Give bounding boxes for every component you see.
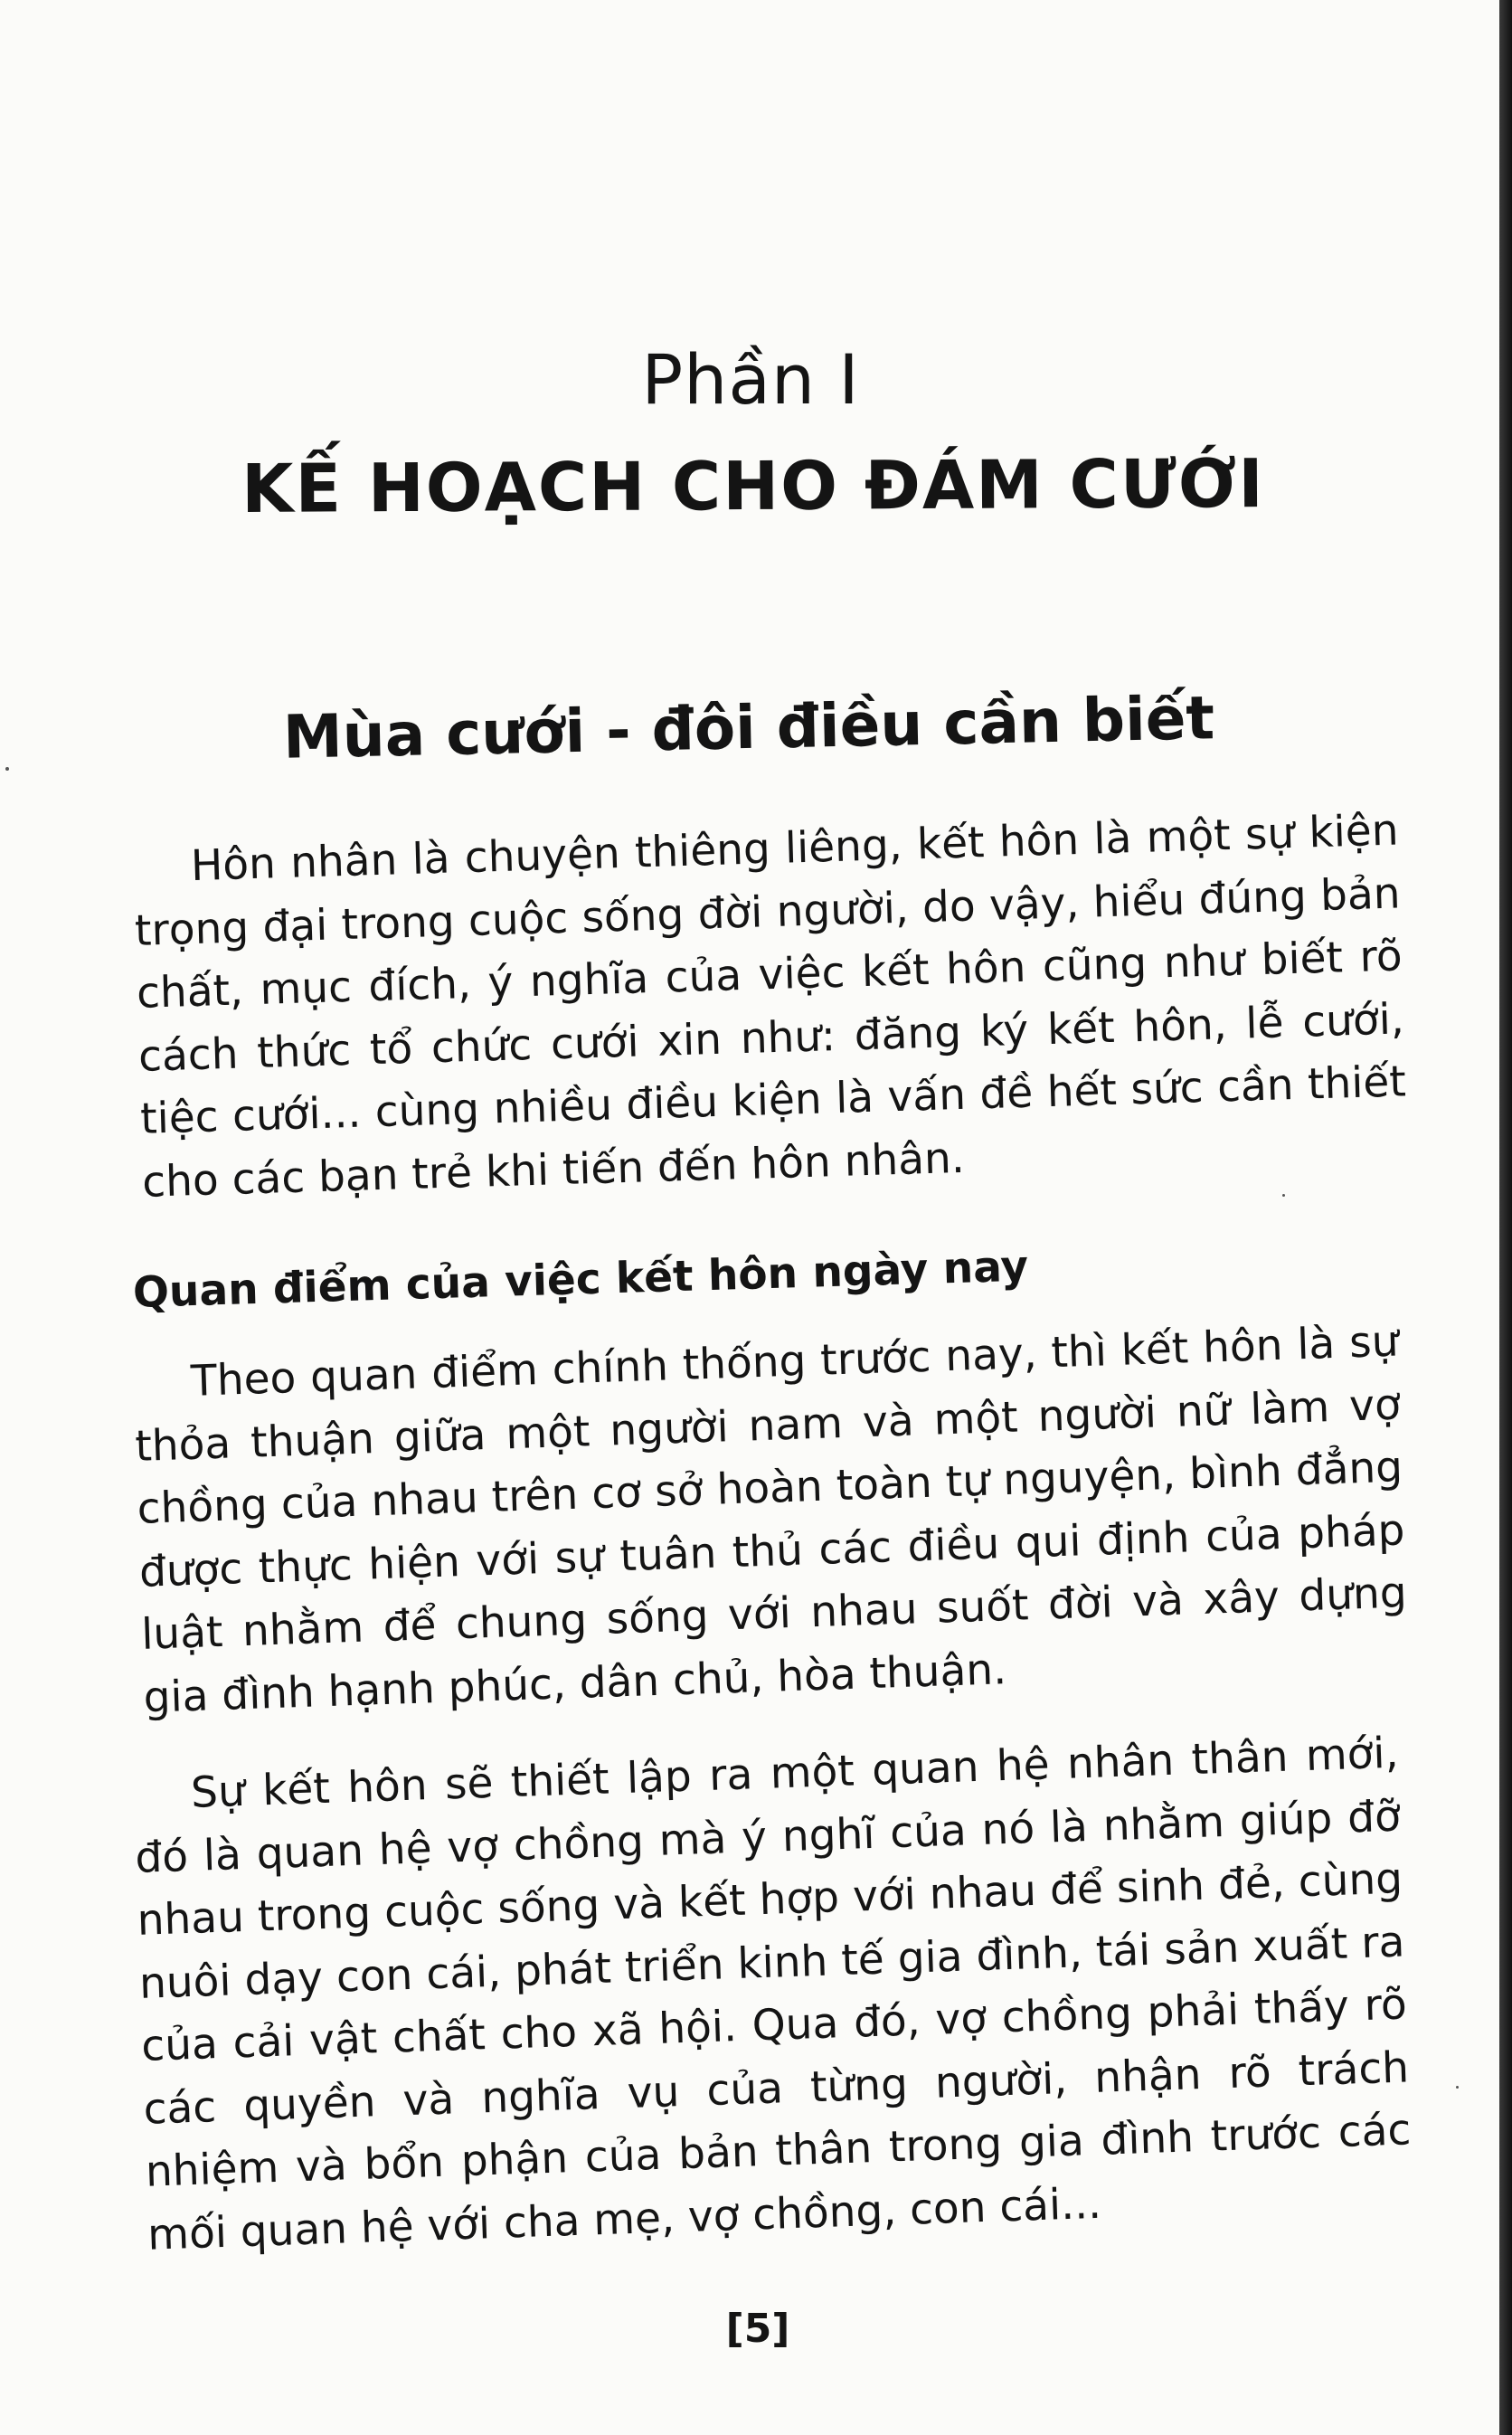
chapter-title: Mùa cưới - đôi điều cần biết [282, 683, 1215, 772]
new-relationship-block [132, 1722, 1414, 2267]
traditional-view-block [132, 1311, 1410, 1729]
page-number: [5] [725, 2306, 790, 2352]
part-label: Phần I [641, 339, 860, 420]
scan-speck [1282, 1194, 1285, 1197]
scan-speck [1456, 2086, 1459, 2089]
part-title: KẾ HOẠCH CHO ĐÁM CƯỚI [241, 445, 1266, 528]
intro-paragraph-block [132, 799, 1409, 1213]
section-heading: Quan điểm của việc kết hôn ngày nay [132, 1241, 1029, 1318]
traditional-view-paragraph: Theo quan điểm chính thống trước nay, thì kết hôn là sự thỏa thuận giữa một người nam và một người nữ làm vợ chồng của nhau trên cơ sở hoàn toàn tự nguyện, bình đẳng được thực hiện với sự tuân thủ các điều qui định của pháp luật nhằm để chung sống với nhau suốt đời và xây dựng gia đình hạnh phúc, dân chủ, hòa thuận. [134, 1316, 1408, 1723]
intro-paragraph: Hôn nhân là chuyện thiêng liêng, kết hôn là một sự kiện trọng đại trong cuộc sống đời người, do vậy, hiểu đúng bản chất, mục đích, ý nghĩa của việc kết hôn cũng như biết rõ cách thức tổ chức cưới xin như: đăng ký kết hôn, lễ cưới, tiệc cưới... cùng nhiều điều kiện là vấn đề hết sức cần thiết cho các bạn trẻ khi tiến đến hôn nhân. [134, 805, 1407, 1208]
new-relationship-paragraph: Sự kết hôn sẽ thiết lập ra một quan hệ nhân thân mới, đó là quan hệ vợ chồng mà ý nghĩ của nó là nhằm giúp đỡ nhau trong cuộc sống và kết hợp với nhau để sinh đẻ, cùng nuôi dạy con cái, phát triển kinh tế gia đình, tái sản xuất ra của cải vật chất cho xã hội. Qua đó, vợ chồng phải thấy rõ các quyền và nghĩa vụ của từng người, nhận rõ trách nhiệm và bổn phận của bản thân trong gia đình trước các mối quan hệ với cha mẹ, vợ chồng, con cái... [134, 1728, 1413, 2260]
